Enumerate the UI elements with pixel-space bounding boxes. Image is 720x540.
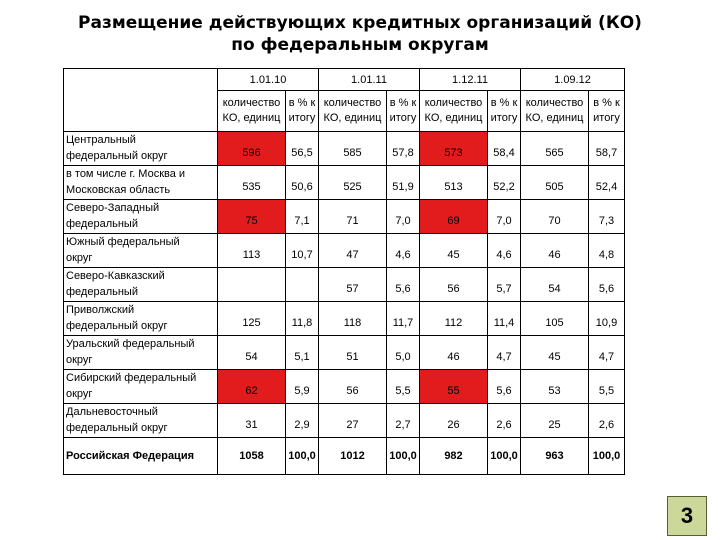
table-cell [286, 268, 319, 302]
table-cell: 1012 [319, 438, 387, 475]
table-cell: 26 [420, 404, 488, 438]
percent-header: в % к итогу [286, 91, 319, 132]
table-row [64, 268, 625, 302]
table-cell: 11,4 [488, 302, 521, 336]
header-corner [64, 69, 218, 132]
title-line-1: Размещение действующих кредитных организаций (КО) [78, 13, 642, 33]
count-header: количество КО, единиц [420, 91, 488, 132]
table-cell: 51 [319, 336, 387, 370]
region-name: Северо-Кавказский федеральный [64, 268, 218, 302]
table-cell: 1058 [218, 438, 286, 475]
table-row [64, 166, 625, 200]
table-cell: 54 [521, 268, 589, 302]
table-cell: 982 [420, 438, 488, 475]
percent-header: в % к итогу [488, 91, 521, 132]
table-cell: 46 [420, 336, 488, 370]
table-row [64, 404, 625, 438]
table-row [64, 302, 625, 336]
table-cell: 2,6 [488, 404, 521, 438]
table-cell: 10,7 [286, 234, 319, 268]
table-cell: 100,0 [589, 438, 625, 475]
table-cell: 118 [319, 302, 387, 336]
date-header: 1.01.11 [319, 69, 420, 91]
page-number-badge: 3 [667, 496, 707, 536]
table-row [64, 336, 625, 370]
table-cell: 25 [521, 404, 589, 438]
table-cell: 2,7 [387, 404, 420, 438]
table-cell: 113 [218, 234, 286, 268]
table-cell: 4,6 [488, 234, 521, 268]
table-cell: 125 [218, 302, 286, 336]
count-header: количество КО, единиц [319, 91, 387, 132]
table-cell: 31 [218, 404, 286, 438]
region-name: в том числе г. Москва и Московская область [64, 166, 218, 200]
slide-title [0, 12, 720, 56]
total-row [64, 438, 625, 475]
table-cell: 54 [218, 336, 286, 370]
table-cell: 7,3 [589, 200, 625, 234]
table-cell: 4,8 [589, 234, 625, 268]
table-cell: 5,6 [589, 268, 625, 302]
percent-header: в % к итогу [589, 91, 625, 132]
table-cell: 565 [521, 132, 589, 166]
table-cell: 585 [319, 132, 387, 166]
table-cell: 100,0 [387, 438, 420, 475]
table-cell: 4,7 [589, 336, 625, 370]
table-cell: 53 [521, 370, 589, 404]
total-label: Российская Федерация [64, 438, 218, 475]
table-cell: 513 [420, 166, 488, 200]
table-cell: 51,9 [387, 166, 420, 200]
table-cell: 5,5 [387, 370, 420, 404]
table-row [64, 200, 625, 234]
table-cell: 71 [319, 200, 387, 234]
date-header: 1.01.10 [218, 69, 319, 91]
title-line-2: по федеральным округам [231, 35, 489, 55]
table-cell: 5,1 [286, 336, 319, 370]
table-cell: 45 [521, 336, 589, 370]
table-cell: 525 [319, 166, 387, 200]
table-cell: 7,0 [488, 200, 521, 234]
table-cell: 112 [420, 302, 488, 336]
region-name: Приволжский федеральный округ [64, 302, 218, 336]
table-cell: 45 [420, 234, 488, 268]
table-cell: 55 [420, 370, 488, 404]
table-row [64, 132, 625, 166]
table-cell: 57 [319, 268, 387, 302]
table-body [64, 132, 625, 438]
table-cell: 2,9 [286, 404, 319, 438]
table-cell: 7,0 [387, 200, 420, 234]
table-cell: 535 [218, 166, 286, 200]
table-cell: 56 [319, 370, 387, 404]
table-cell: 62 [218, 370, 286, 404]
table-cell: 5,6 [387, 268, 420, 302]
table-cell: 69 [420, 200, 488, 234]
table-cell: 7,1 [286, 200, 319, 234]
region-name: Северо-Западный федеральный [64, 200, 218, 234]
table-cell: 70 [521, 200, 589, 234]
table-cell: 52,2 [488, 166, 521, 200]
table-cell: 27 [319, 404, 387, 438]
table-cell: 105 [521, 302, 589, 336]
count-header: количество КО, единиц [218, 91, 286, 132]
table-cell: 2,6 [589, 404, 625, 438]
table-cell: 10,9 [589, 302, 625, 336]
region-name: Уральский федеральный округ [64, 336, 218, 370]
table-cell: 47 [319, 234, 387, 268]
table-cell: 11,7 [387, 302, 420, 336]
table-cell: 56,5 [286, 132, 319, 166]
table-cell: 573 [420, 132, 488, 166]
percent-header: в % к итогу [387, 91, 420, 132]
table-cell: 5,0 [387, 336, 420, 370]
date-header: 1.12.11 [420, 69, 521, 91]
date-header: 1.09.12 [521, 69, 625, 91]
table-cell: 100,0 [286, 438, 319, 475]
table-cell: 5,5 [589, 370, 625, 404]
table-cell: 57,8 [387, 132, 420, 166]
table-cell: 46 [521, 234, 589, 268]
count-header: количество КО, единиц [521, 91, 589, 132]
table-cell: 75 [218, 200, 286, 234]
table-cell: 56 [420, 268, 488, 302]
table-cell: 963 [521, 438, 589, 475]
region-name: Сибирский федеральный округ [64, 370, 218, 404]
table-cell: 50,6 [286, 166, 319, 200]
table-row [64, 234, 625, 268]
table-cell: 505 [521, 166, 589, 200]
region-name: Южный федеральный округ [64, 234, 218, 268]
table-cell: 4,7 [488, 336, 521, 370]
table-cell: 5,6 [488, 370, 521, 404]
region-name: Дальневосточный федеральный округ [64, 404, 218, 438]
table-cell: 58,4 [488, 132, 521, 166]
table-cell: 100,0 [488, 438, 521, 475]
table-cell: 5,9 [286, 370, 319, 404]
table-cell: 4,6 [387, 234, 420, 268]
table-cell: 11,8 [286, 302, 319, 336]
table-cell: 58,7 [589, 132, 625, 166]
table-cell: 596 [218, 132, 286, 166]
table-cell: 52,4 [589, 166, 625, 200]
table-row [64, 370, 625, 404]
region-name: Центральный федеральный округ [64, 132, 218, 166]
credit-organizations-table [63, 68, 625, 475]
table-cell [218, 268, 286, 302]
table-cell: 5,7 [488, 268, 521, 302]
